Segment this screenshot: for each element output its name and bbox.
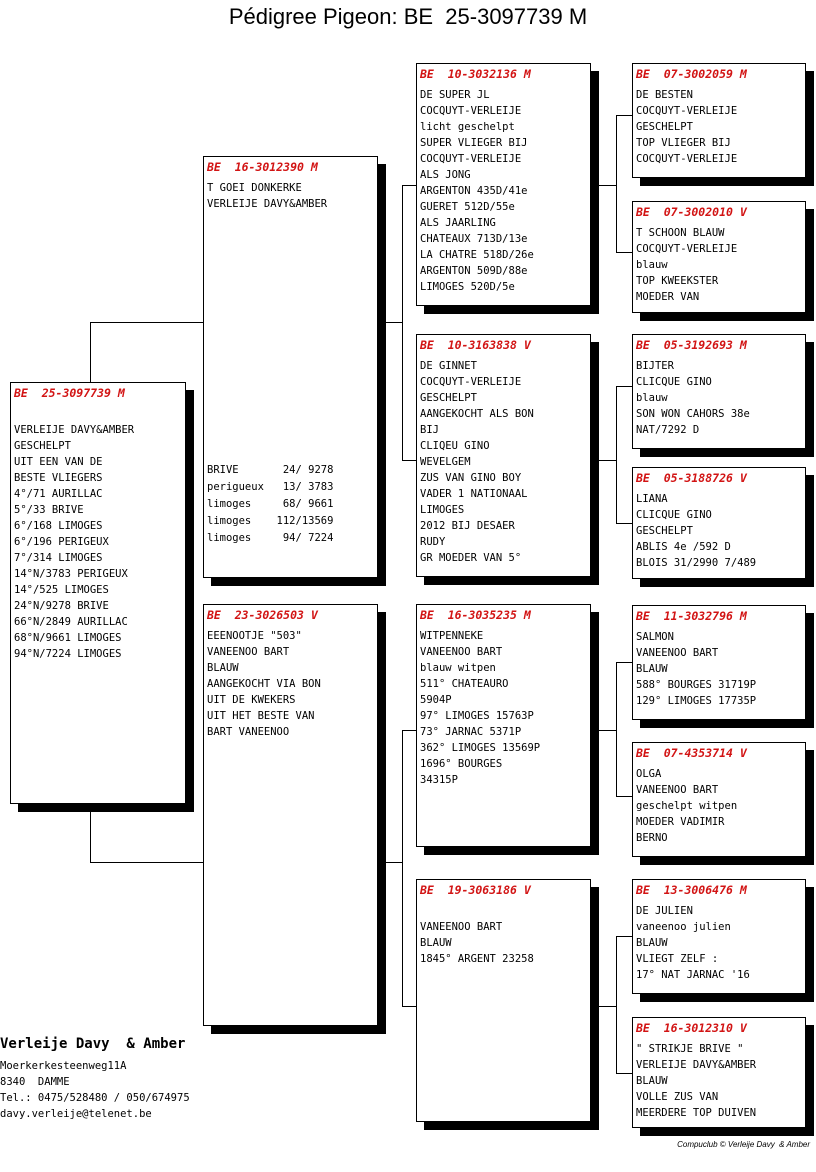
detail-line: LIMOGES — [420, 504, 465, 516]
connector-line — [616, 662, 617, 796]
detail-line: ZUS VAN GINO BOY — [420, 472, 522, 484]
detail-line: LIMOGES 520D/5e — [420, 281, 515, 293]
connector-line — [402, 185, 416, 186]
owner-email[interactable]: davy.verleije@telenet.be — [0, 1108, 152, 1120]
ring-number: BE 07-3002010 V — [636, 205, 747, 219]
detail-line: AANGEKOCHT ALS BON — [420, 408, 534, 420]
detail-line: BART VANEENOO — [207, 726, 290, 738]
detail-line: blauw — [636, 392, 668, 404]
connector-line — [90, 322, 204, 323]
ring-number: BE 05-3192693 M — [636, 338, 747, 352]
pigeon-details — [636, 1041, 801, 1121]
detail-line: vaneenoo julien — [636, 921, 731, 933]
connector-line — [598, 1006, 616, 1007]
pigeon-details — [636, 903, 801, 983]
detail-line: 94°N/7224 LIMOGES — [14, 648, 122, 660]
detail-line: CHATEAUX 713D/13e — [420, 233, 528, 245]
ring-number: BE 16-3035235 M — [420, 608, 531, 622]
ring-number: BE 05-3188726 V — [636, 471, 747, 485]
ring-number: BE 19-3063186 V — [420, 883, 531, 897]
owner-city: 8340 DAMME — [0, 1076, 70, 1088]
ring-number: BE 16-3012310 V — [636, 1021, 747, 1035]
pigeon-details — [420, 903, 586, 967]
detail-line: UIT DE KWEKERS — [207, 694, 296, 706]
ring-number: BE 25-3097739 M — [14, 386, 125, 400]
ring-number: BE 10-3032136 M — [420, 67, 531, 81]
detail-line: OLGA — [636, 768, 662, 780]
detail-line: GR MOEDER VAN 5° — [420, 552, 522, 564]
detail-line: VOLLE ZUS VAN — [636, 1091, 719, 1103]
great-grandparent-card — [632, 63, 806, 178]
detail-line: geschelpt witpen — [636, 800, 738, 812]
detail-line: limoges 94/ 7224 — [207, 532, 334, 544]
connector-line — [616, 252, 632, 253]
detail-line: 34315P — [420, 774, 458, 786]
detail-line: VANEENOO BART — [207, 646, 290, 658]
ring-number: BE 13-3006476 M — [636, 883, 747, 897]
ring-number: BE 11-3032796 M — [636, 609, 747, 623]
detail-line: COCQUYT-VERLEIJE — [636, 153, 738, 165]
detail-line: DE JULIEN — [636, 905, 693, 917]
owner-phone: Tel.: 0475/528480 / 050/674975 — [0, 1092, 190, 1104]
detail-line: ARGENTON 435D/41e — [420, 185, 528, 197]
ring-number: BE 07-4353714 V — [636, 746, 747, 760]
connector-line — [384, 322, 402, 323]
connector-line — [90, 862, 204, 863]
detail-line: 14°/525 LIMOGES — [14, 584, 109, 596]
detail-line: 66°N/2849 AURILLAC — [14, 616, 128, 628]
detail-line: 73° JARNAC 5371P — [420, 726, 522, 738]
detail-line: VERLEIJE DAVY&AMBER — [207, 198, 328, 210]
detail-line: DE SUPER JL — [420, 89, 490, 101]
detail-line: BLAUW — [636, 663, 668, 675]
paternal-grandfather-card — [416, 63, 591, 306]
detail-line: 24°N/9278 BRIVE — [14, 600, 109, 612]
detail-line: licht geschelpt — [420, 121, 515, 133]
great-grandparent-card — [632, 742, 806, 857]
detail-line: MOEDER VAN — [636, 291, 700, 303]
connector-line — [384, 862, 402, 863]
detail-line: TOP KWEEKSTER — [636, 275, 719, 287]
detail-line: VERLEIJE DAVY&AMBER — [636, 1059, 757, 1071]
great-grandparent-card — [632, 605, 806, 720]
detail-line: CLIQEU GINO — [420, 440, 490, 452]
maternal-grandfather-card — [416, 604, 591, 847]
detail-line: BESTE VLIEGERS — [14, 472, 103, 484]
connector-line — [402, 1006, 416, 1007]
detail-line: LA CHATRE 518D/26e — [420, 249, 534, 261]
detail-line: 7°/314 LIMOGES — [14, 552, 103, 564]
detail-line: 4°/71 AURILLAC — [14, 488, 103, 500]
pigeon-details — [636, 766, 801, 846]
pigeon-details — [636, 491, 801, 571]
maternal-grandmother-card — [416, 879, 591, 1122]
detail-line: GUERET 512D/55e — [420, 201, 515, 213]
pigeon-details — [636, 225, 801, 305]
detail-line: DE GINNET — [420, 360, 477, 372]
detail-line: limoges 68/ 9661 — [207, 498, 334, 510]
connector-line — [616, 796, 632, 797]
connector-line — [598, 460, 616, 461]
connector-line — [616, 386, 632, 387]
pigeon-details — [636, 358, 801, 438]
detail-line: 5904P — [420, 694, 452, 706]
detail-line: MEERDERE TOP DUIVEN — [636, 1107, 757, 1119]
detail-line: GESCHELPT — [636, 121, 693, 133]
connector-line — [402, 460, 416, 461]
detail-line: COCQUYT-VERLEIJE — [636, 105, 738, 117]
detail-line: VANEENOO BART — [420, 646, 503, 658]
detail-line: ABLIS 4e /592 D — [636, 541, 731, 553]
detail-line: WITPENNEKE — [420, 630, 484, 642]
great-grandparent-card — [632, 467, 806, 579]
connector-line — [616, 523, 632, 524]
detail-line: BIJTER — [636, 360, 674, 372]
pigeon-details — [636, 87, 801, 167]
detail-line: VANEENOO BART — [636, 647, 719, 659]
ring-number: BE 16-3012390 M — [207, 160, 318, 174]
connector-line — [616, 386, 617, 523]
detail-line: ALS JAARLING — [420, 217, 496, 229]
detail-line: ALS JONG — [420, 169, 471, 181]
detail-line: TOP VLIEGER BIJ — [636, 137, 731, 149]
detail-line: VLIEGT ZELF : — [636, 953, 719, 965]
connector-line — [616, 936, 617, 1073]
pigeon-details — [420, 87, 586, 295]
detail-line: UIT HET BESTE VAN — [207, 710, 315, 722]
detail-line: VANEENOO BART — [420, 921, 503, 933]
connector-line — [402, 730, 416, 731]
pigeon-details — [636, 629, 801, 709]
detail-line: COCQUYT-VERLEIJE — [420, 105, 522, 117]
detail-line: 511° CHATEAURO — [420, 678, 509, 690]
detail-line: GESCHELPT — [14, 440, 71, 452]
detail-line: NAT/7292 D — [636, 424, 700, 436]
page-title: Pédigree Pigeon: BE 25-3097739 M — [228, 4, 588, 29]
detail-line: T SCHOON BLAUW — [636, 227, 725, 239]
great-grandparent-card — [632, 1017, 806, 1128]
detail-line: BIJ — [420, 424, 439, 436]
detail-line: BLAUW — [636, 937, 668, 949]
connector-line — [616, 662, 632, 663]
mother-pigeon-card — [203, 604, 378, 1026]
detail-line: 68°N/9661 LIMOGES — [14, 632, 122, 644]
detail-line: VERLEIJE DAVY&AMBER — [14, 424, 135, 436]
subject-pigeon-card — [10, 382, 186, 804]
detail-line: CLICQUE GINO — [636, 376, 712, 388]
detail-line: 17° NAT JARNAC '16 — [636, 969, 750, 981]
detail-line — [420, 903, 586, 919]
detail-line: GESCHELPT — [636, 525, 693, 537]
detail-line: COCQUYT-VERLEIJE — [636, 243, 738, 255]
detail-line: 14°N/3783 PERIGEUX — [14, 568, 128, 580]
detail-line: MOEDER VADIMIR — [636, 816, 725, 828]
detail-line: UIT EEN VAN DE — [14, 456, 103, 468]
detail-line: SON WON CAHORS 38e — [636, 408, 750, 420]
detail-line: CLICQUE GINO — [636, 509, 712, 521]
detail-line: blauw witpen — [420, 662, 496, 674]
connector-line — [616, 115, 617, 252]
owner-address: Moerkerkesteenweg11A — [0, 1060, 127, 1072]
detail-line: SALMON — [636, 631, 674, 643]
owner-name: Verleije Davy & Amber — [0, 1036, 186, 1052]
great-grandparent-card — [632, 879, 806, 994]
connector-line — [90, 322, 91, 386]
detail-line: AANGEKOCHT VIA BON — [207, 678, 321, 690]
great-grandparent-card — [632, 334, 806, 449]
detail-line: blauw — [636, 259, 668, 271]
pigeon-details — [207, 180, 373, 212]
detail-line: ARGENTON 509D/88e — [420, 265, 528, 277]
detail-line: BLAUW — [207, 662, 239, 674]
pigeon-details — [14, 406, 181, 662]
detail-line: BLAUW — [636, 1075, 668, 1087]
detail-line: VANEENOO BART — [636, 784, 719, 796]
detail-line: 97° LIMOGES 15763P — [420, 710, 534, 722]
connector-line — [616, 1073, 632, 1074]
pigeon-details — [207, 628, 373, 740]
detail-line: WEVELGEM — [420, 456, 471, 468]
detail-line: BRIVE 24/ 9278 — [207, 464, 334, 476]
pigeon-details — [420, 358, 586, 566]
detail-line: LIANA — [636, 493, 668, 505]
detail-line: 1696° BOURGES — [420, 758, 503, 770]
detail-line — [14, 406, 181, 422]
connector-line — [616, 936, 632, 937]
detail-line: 6°/168 LIMOGES — [14, 520, 103, 532]
connector-line — [598, 185, 616, 186]
connector-line — [90, 802, 91, 862]
detail-line: T GOEI DONKERKE — [207, 182, 302, 194]
detail-line: 2012 BIJ DESAER — [420, 520, 515, 532]
ring-number: BE 23-3026503 V — [207, 608, 318, 622]
detail-line: DE BESTEN — [636, 89, 693, 101]
detail-line: EEENOOTJE "503" — [207, 630, 302, 642]
great-grandparent-card — [632, 201, 806, 313]
detail-line: RUDY — [420, 536, 446, 548]
ring-number: BE 07-3002059 M — [636, 67, 747, 81]
detail-line: 6°/196 PERIGEUX — [14, 536, 109, 548]
detail-line: " STRIKJE BRIVE " — [636, 1043, 744, 1055]
detail-line: limoges 112/13569 — [207, 515, 334, 527]
father-pigeon-card — [203, 156, 378, 578]
connector-line — [616, 115, 632, 116]
detail-line: 362° LIMOGES 13569P — [420, 742, 541, 754]
detail-line: VADER 1 NATIONAAL — [420, 488, 528, 500]
connector-line — [402, 185, 403, 460]
connector-line — [598, 730, 616, 731]
connector-line — [402, 730, 403, 1006]
paternal-grandmother-card — [416, 334, 591, 577]
detail-line: SUPER VLIEGER BIJ — [420, 137, 528, 149]
ring-number: BE 10-3163838 V — [420, 338, 531, 352]
detail-line: BLOIS 31/2990 7/489 — [636, 557, 757, 569]
pigeon-details — [420, 628, 586, 788]
detail-line: 5°/33 BRIVE — [14, 504, 84, 516]
detail-line: 129° LIMOGES 17735P — [636, 695, 757, 707]
detail-line: 1845° ARGENT 23258 — [420, 953, 534, 965]
detail-line: BLAUW — [420, 937, 452, 949]
detail-line: COCQUYT-VERLEIJE — [420, 376, 522, 388]
detail-line: perigueux 13/ 3783 — [207, 481, 334, 493]
results-list — [207, 462, 333, 547]
detail-line: 588° BOURGES 31719P — [636, 679, 757, 691]
detail-line: GESCHELPT — [420, 392, 477, 404]
detail-line: BERNO — [636, 832, 668, 844]
detail-line: COCQUYT-VERLEIJE — [420, 153, 522, 165]
footer-copyright: Compuclub © Verleije Davy & Amber — [677, 1140, 810, 1149]
